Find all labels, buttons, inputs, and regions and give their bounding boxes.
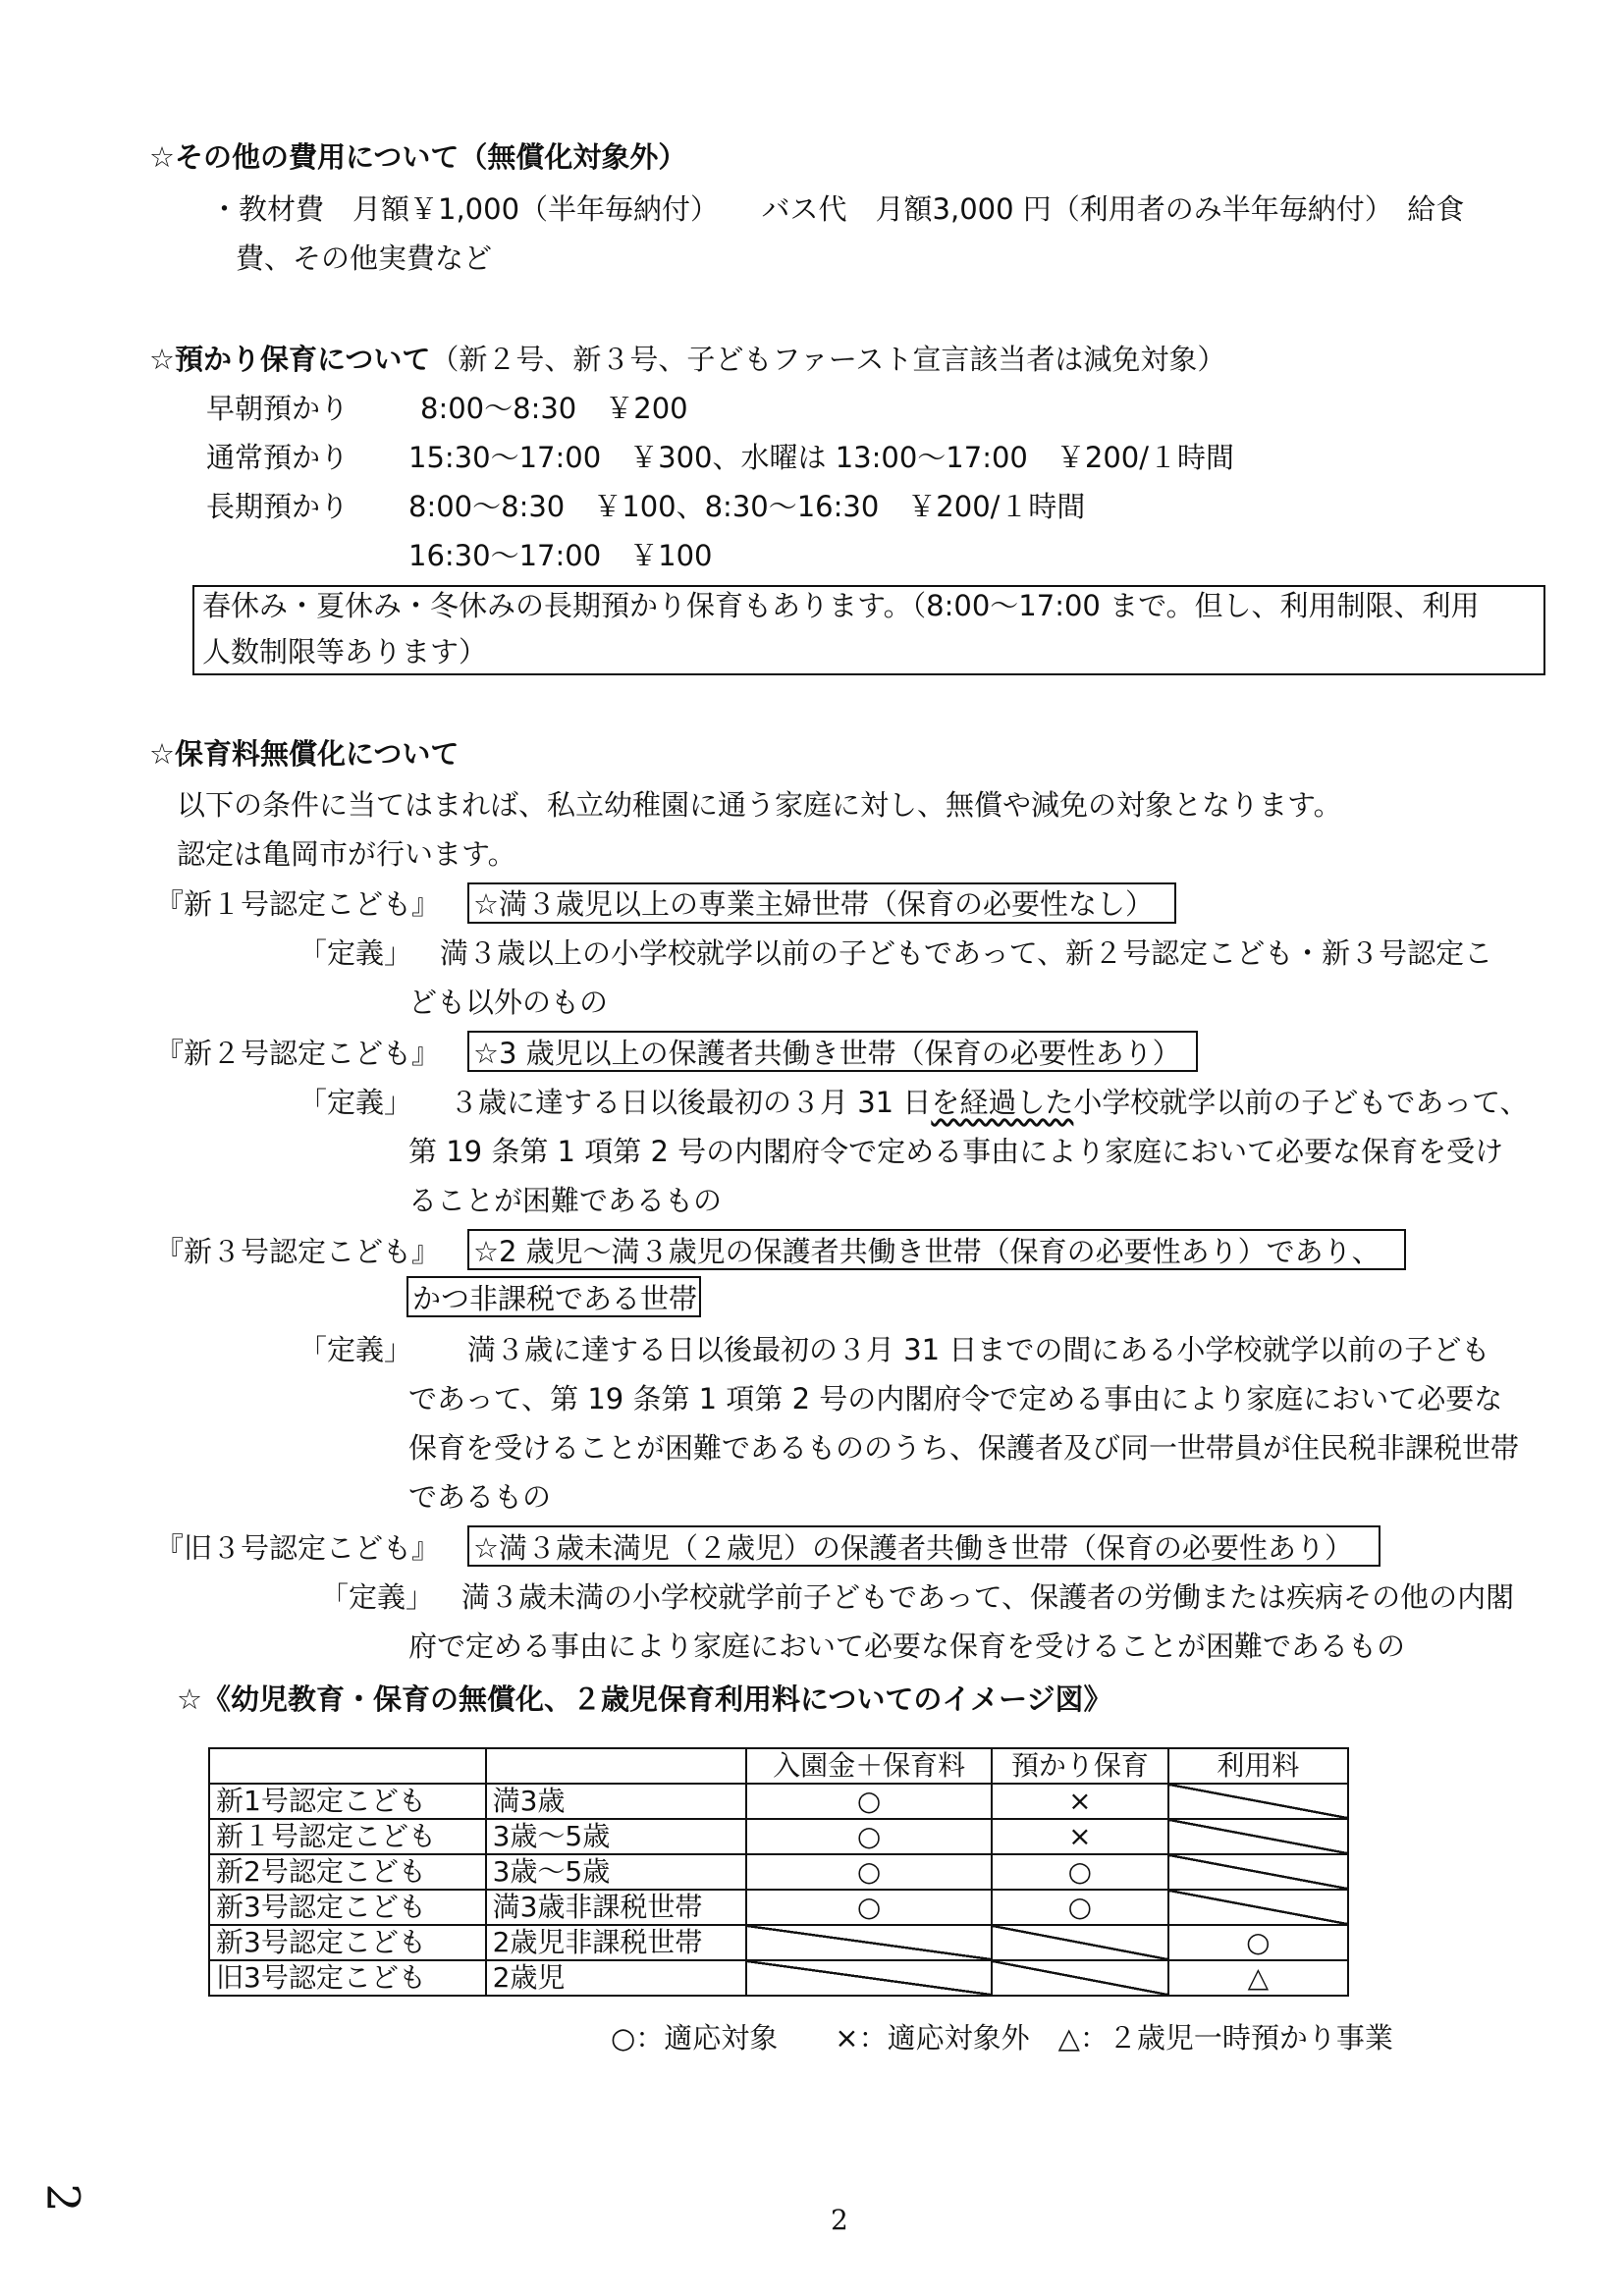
free-intro-1: 以下の条件に当てはまれば、私立幼稚園に通う家庭に対し、無償や減免の対象となります。 <box>177 788 1342 822</box>
table-cell: 新3号認定こども <box>209 1890 486 1925</box>
new1-def-2: ども以外のもの <box>408 986 609 1019</box>
table-cell-slash <box>1168 1819 1348 1854</box>
table-cell: 新3号認定こども <box>209 1925 486 1960</box>
table-cell: ○ <box>992 1890 1168 1925</box>
childcare-heading-note: （新２号、新３号、子どもファースト宣言該当者は減免対象） <box>430 343 1226 376</box>
new3-def-label: 「定義」 <box>298 1333 413 1366</box>
table-cell: × <box>992 1784 1168 1819</box>
table-row <box>209 1819 1348 1854</box>
table-cell: △ <box>1168 1960 1348 1996</box>
early-label: 早朝預かり <box>206 392 350 425</box>
section-heading-childcare <box>149 342 1225 377</box>
table-cell: 3歳～5歳 <box>486 1819 747 1854</box>
new3-title: 『新３号認定こども』 <box>155 1235 441 1268</box>
new3-def-4: であるもの <box>408 1480 552 1514</box>
new2-title: 『新２号認定こども』 <box>155 1037 441 1070</box>
new1-box-text: ☆満３歳児以上の専業主婦世帯（保育の必要性なし） <box>473 887 1154 921</box>
new2-def-1c: 小学校就学以前の子どもであって、 <box>1073 1086 1529 1119</box>
old3-box-text: ☆満３歳未満児（２歳児）の保護者共働き世帯（保育の必要性あり） <box>473 1531 1353 1565</box>
table-header-row <box>209 1748 1348 1784</box>
table-cell: 旧3号認定こども <box>209 1960 486 1996</box>
normal-label: 通常預かり <box>206 441 350 474</box>
page-number: 2 <box>831 2204 848 2236</box>
table-cell: 3歳～5歳 <box>486 1854 747 1890</box>
eligibility-table <box>208 1747 1349 1997</box>
table-cell: ○ <box>992 1854 1168 1890</box>
table-cell-slash <box>746 1960 992 1996</box>
header-cell <box>486 1748 747 1784</box>
new2-def-2: 第 19 条第 1 項第 2 号の内閣府令で定める事由により家庭において必要な保育を受け <box>408 1135 1504 1168</box>
side-page-number: 2 <box>36 2183 90 2213</box>
long-value-2: 16:30～17:00 ￥100 <box>408 539 713 572</box>
table-cell-slash <box>746 1925 992 1960</box>
table-legend: ○：適応対象 ×：適応対象外 △：２歳児一時預かり事業 <box>611 2021 1393 2055</box>
table-cell: ○ <box>746 1784 992 1819</box>
table-cell: ○ <box>1168 1925 1348 1960</box>
new2-def-1a: ３歳に達する日以後最初の３月 31 日 <box>450 1086 932 1119</box>
old3-def-2: 府で定める事由により家庭において必要な保育を受けることが困難であるもの <box>408 1629 1406 1663</box>
old3-def-1: 満３歳未満の小学校就学前子どもであって、保護者の労働または疾病その他の内閣 <box>461 1580 1515 1614</box>
new2-def-1b: を経過した <box>931 1086 1074 1119</box>
table-cell: ○ <box>746 1854 992 1890</box>
new3-box-text-1: ☆2 歳児～満３歳児の保護者共働き世帯（保育の必要性あり）であり、 <box>473 1235 1380 1268</box>
image-diagram-title: ☆《幼児教育・保育の無償化、２歳児保育利用料についてのイメージ図》 <box>177 1682 1112 1716</box>
normal-value: 15:30～17:00 ￥300、水曜は 13:00～17:00 ￥200/１時間 <box>408 441 1234 474</box>
table-cell: 新2号認定こども <box>209 1854 486 1890</box>
section-heading-other-costs: ☆その他の費用について（無償化対象外） <box>149 140 687 174</box>
holiday-notice-line-2: 人数制限等あります） <box>202 635 488 668</box>
header-cell: 預かり保育 <box>992 1748 1168 1784</box>
new1-def-label: 「定義」 <box>298 936 413 970</box>
header-cell: 入園金＋保育料 <box>746 1748 992 1784</box>
table-row <box>209 1960 1348 1996</box>
table-cell-slash <box>992 1960 1168 1996</box>
table-cell: 新1号認定こども <box>209 1784 486 1819</box>
new1-def-1: 満３歳以上の小学校就学以前の子どもであって、新２号認定こども・新３号認定こ <box>440 936 1493 970</box>
new3-def-3: 保育を受けることが困難であるもののうち、保護者及び同一世帯員が住民税非課税世帯 <box>408 1431 1520 1465</box>
table-cell: × <box>992 1819 1168 1854</box>
table-cell: 満3歳非課税世帯 <box>486 1890 747 1925</box>
table-cell-slash <box>1168 1890 1348 1925</box>
table-cell: 2歳児非課税世帯 <box>486 1925 747 1960</box>
other-costs-line-1: ・教材費 月額￥1,000（半年毎納付） バス代 月額3,000 円（利用者のみ半年毎納付） 給食 <box>210 192 1465 226</box>
table-cell-slash <box>1168 1784 1348 1819</box>
new2-def-3: ることが困難であるもの <box>408 1184 723 1217</box>
early-value: 8:00～8:30 ￥200 <box>420 392 688 425</box>
table-row <box>209 1925 1348 1960</box>
section-heading-free-childcare: ☆保育料無償化について <box>149 737 460 771</box>
table-cell: 新１号認定こども <box>209 1819 486 1854</box>
table-cell: ○ <box>746 1890 992 1925</box>
old3-def-label: 「定義」 <box>320 1580 435 1614</box>
new3-def-2: であって、第 19 条第 1 項第 2 号の内閣府令で定める事由により家庭において必要な <box>408 1382 1503 1415</box>
table-row <box>209 1854 1348 1890</box>
new3-def-1: 満３歳に達する日以後最初の３月 31 日までの間にある小学校就学以前の子ども <box>467 1333 1490 1366</box>
new2-box-text: ☆3 歳児以上の保護者共働き世帯（保育の必要性あり） <box>473 1037 1181 1070</box>
table-cell: ○ <box>746 1819 992 1854</box>
old3-title: 『旧３号認定こども』 <box>155 1531 441 1565</box>
header-cell: 利用料 <box>1168 1748 1348 1784</box>
new1-title: 『新１号認定こども』 <box>155 887 441 921</box>
new2-def-label: 「定義」 <box>298 1086 413 1119</box>
other-costs-line-2: 費、その他実費など <box>236 241 493 275</box>
header-cell <box>209 1748 486 1784</box>
long-value: 8:00～8:30 ￥100、8:30～16:30 ￥200/１時間 <box>408 490 1086 523</box>
table-cell-slash <box>992 1925 1168 1960</box>
new2-def-1 <box>450 1085 1529 1120</box>
childcare-heading-bold: ☆預かり保育について <box>149 343 431 376</box>
table-cell: 満3歳 <box>486 1784 747 1819</box>
long-label: 長期預かり <box>206 490 350 523</box>
table-cell: 2歳児 <box>486 1960 747 1996</box>
new3-box-text-2: かつ非課税である世帯 <box>412 1282 698 1315</box>
free-intro-2: 認定は亀岡市が行います。 <box>177 837 516 871</box>
table-row <box>209 1890 1348 1925</box>
holiday-notice-line-1: 春休み・夏休み・冬休みの長期預かり保育もあります。（8:00～17:00 まで。但し、利用制限、利用 <box>202 589 1480 622</box>
table-row <box>209 1784 1348 1819</box>
table-cell-slash <box>1168 1854 1348 1890</box>
